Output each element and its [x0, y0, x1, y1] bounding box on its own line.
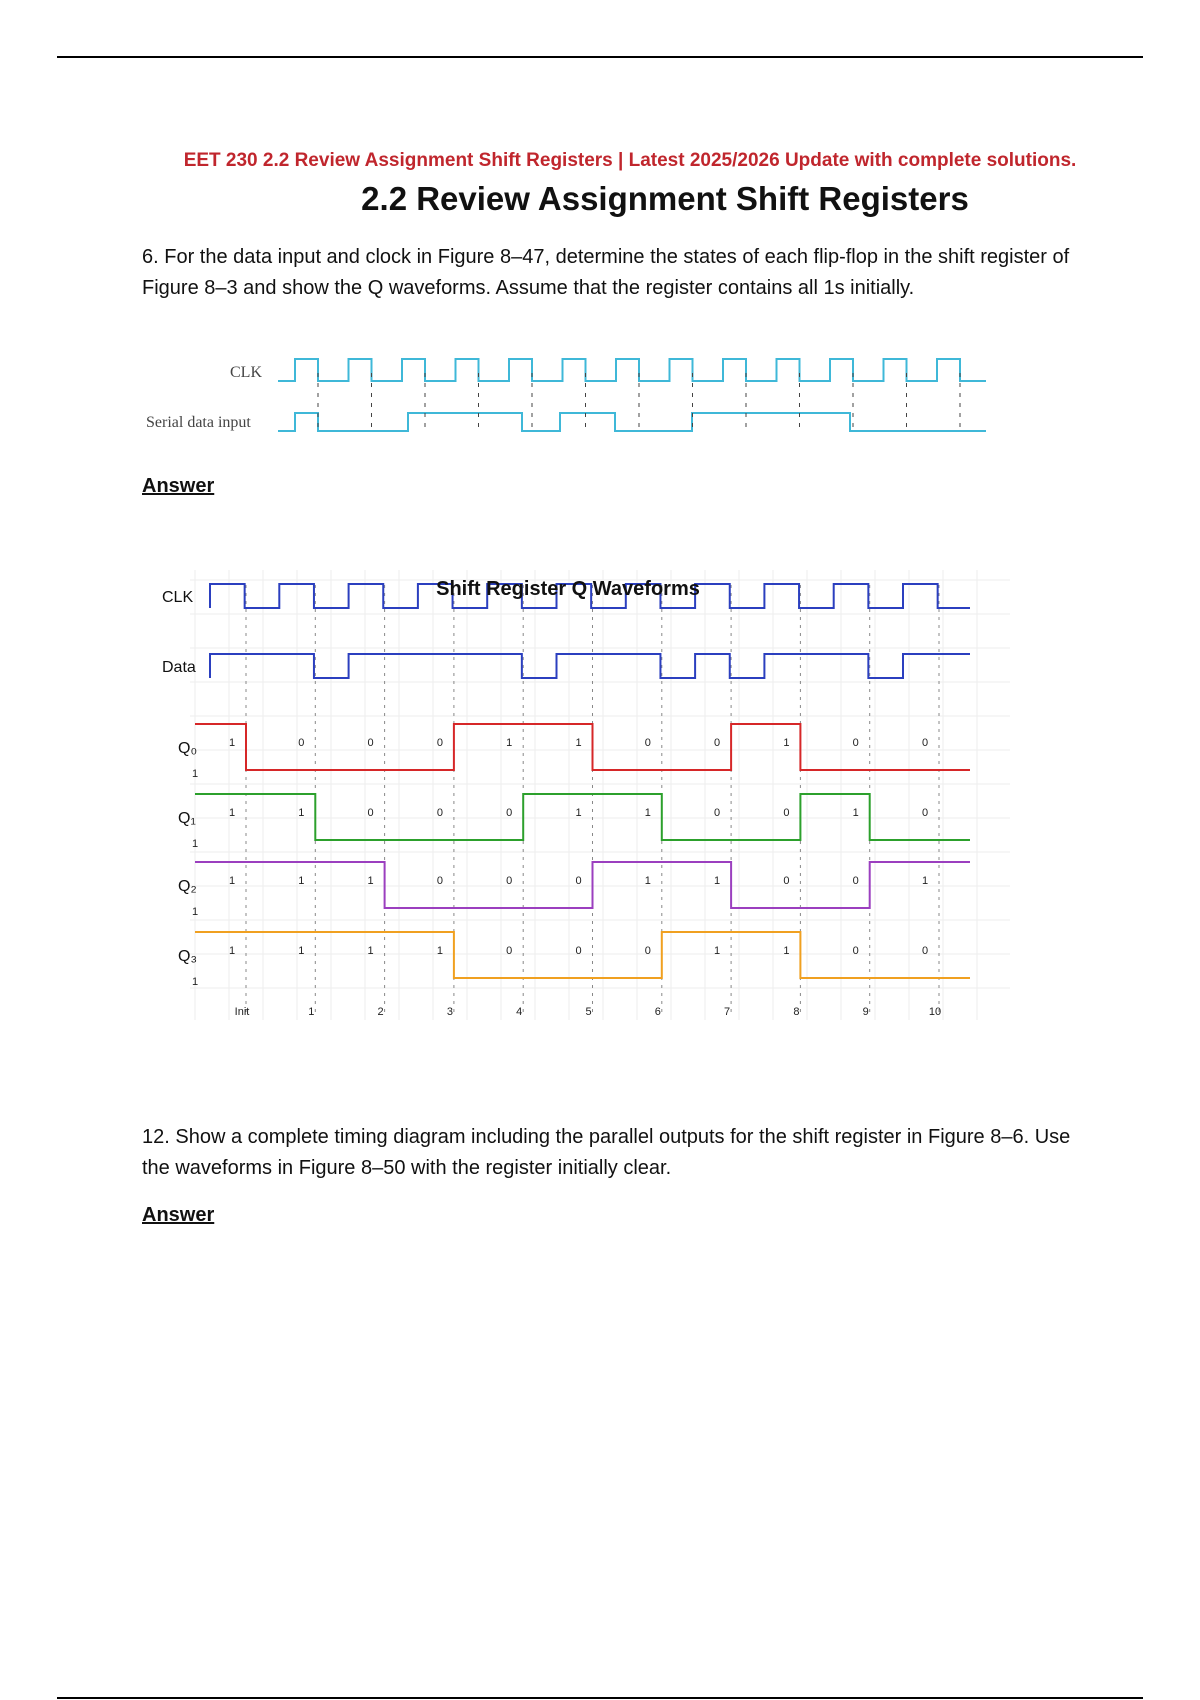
row-label-q0: Q₀ [178, 740, 198, 757]
state-label: 0 [783, 875, 790, 887]
row-label-q3: Q₃ [178, 948, 197, 965]
state-label: 1 [852, 807, 859, 819]
state-label: 1 [298, 807, 305, 819]
state-label: 1 [783, 945, 790, 957]
initial-state-label: 1 [191, 768, 199, 780]
x-tick-label: 9 [862, 1006, 869, 1018]
top-rule [57, 56, 1143, 58]
state-label: 0 [852, 737, 859, 749]
figure-serial-wave [278, 413, 986, 431]
figure-clk-label: CLK [230, 364, 262, 381]
state-label: 1 [783, 737, 790, 749]
state-label: 1 [298, 945, 305, 957]
state-label: 0 [506, 945, 513, 957]
x-tick-label: 6 [654, 1006, 661, 1018]
chart-title: Shift Register Q Waveforms [436, 578, 700, 600]
state-label: 1 [506, 737, 513, 749]
state-label: 1 [575, 737, 582, 749]
state-label: 1 [228, 875, 236, 887]
x-tick-label: 4 [516, 1006, 523, 1018]
x-tick-label: 8 [793, 1006, 800, 1018]
data-waveform [210, 654, 970, 678]
x-tick-label: Init [234, 1006, 250, 1018]
state-label: 1 [367, 875, 374, 887]
bottom-rule [57, 1697, 1143, 1699]
state-label: 0 [575, 875, 582, 887]
state-label: 0 [852, 875, 859, 887]
state-label: 1 [575, 807, 582, 819]
figure-8-47 [130, 345, 1010, 445]
state-label: 1 [228, 945, 236, 957]
answer-label-2: Answer [142, 1204, 215, 1226]
answer-label-1: Answer [142, 475, 215, 497]
x-tick-label: 1 [308, 1006, 315, 1018]
x-tick-label: 3 [446, 1006, 453, 1018]
state-label: 0 [921, 945, 929, 957]
row-label-q1: Q₁ [178, 810, 196, 827]
question-12-text: 12. Show a complete timing diagram including the parallel outputs for the shift register in Figure 8–6. Use the waveforms in Figure 8–50 with the register initially clear. [142, 1126, 1071, 1179]
state-label: 1 [228, 807, 236, 819]
state-label: 0 [298, 737, 305, 749]
state-label: 1 [644, 807, 651, 819]
state-label: 0 [783, 807, 790, 819]
state-label: 0 [921, 737, 929, 749]
state-label: 0 [436, 737, 443, 749]
state-label: 1 [436, 945, 443, 957]
state-label: 0 [575, 945, 582, 957]
state-label: 1 [921, 875, 929, 887]
state-label: 0 [506, 807, 513, 819]
state-label: 0 [644, 737, 651, 749]
page-title: 2.2 Review Assignment Shift Registers [361, 180, 969, 217]
state-label: 0 [644, 945, 651, 957]
state-label: 1 [714, 875, 721, 887]
state-label: 0 [714, 807, 721, 819]
question-6-text: 6. For the data input and clock in Figure 8–47, determine the states of each flip-flop in the shift register of Figure 8–3 and show the Q waveforms. Assume that the register contains all 1s initially. [142, 246, 1070, 299]
initial-state-label: 1 [191, 838, 199, 850]
state-label: 0 [367, 807, 374, 819]
figure-serial-label: Serial data input [146, 414, 251, 431]
row-label-q2: Q₂ [178, 878, 197, 895]
state-label: 1 [367, 945, 374, 957]
header-line: EET 230 2.2 Review Assignment Shift Registers | Latest 2025/2026 Update with complete solutions. [183, 150, 1077, 171]
state-label: 1 [228, 737, 236, 749]
state-label: 1 [644, 875, 651, 887]
shift-register-waveform-chart [150, 570, 1010, 1020]
state-label: 1 [298, 875, 305, 887]
state-label: 0 [367, 737, 374, 749]
x-tick-label: 7 [724, 1006, 731, 1018]
x-tick-label: 5 [585, 1006, 592, 1018]
state-label: 1 [714, 945, 721, 957]
figure-clk-wave [278, 359, 986, 381]
state-label: 0 [714, 737, 721, 749]
initial-state-label: 1 [191, 976, 199, 988]
state-label: 0 [921, 807, 929, 819]
x-tick-label: 2 [377, 1006, 384, 1018]
state-label: 0 [436, 875, 443, 887]
state-label: 0 [506, 875, 513, 887]
initial-state-label: 1 [191, 906, 199, 918]
state-label: 0 [852, 945, 859, 957]
row-label-data: Data [162, 659, 196, 676]
x-tick-label: 10 [928, 1006, 942, 1018]
row-label-clk: CLK [162, 589, 194, 606]
state-label: 0 [436, 807, 443, 819]
